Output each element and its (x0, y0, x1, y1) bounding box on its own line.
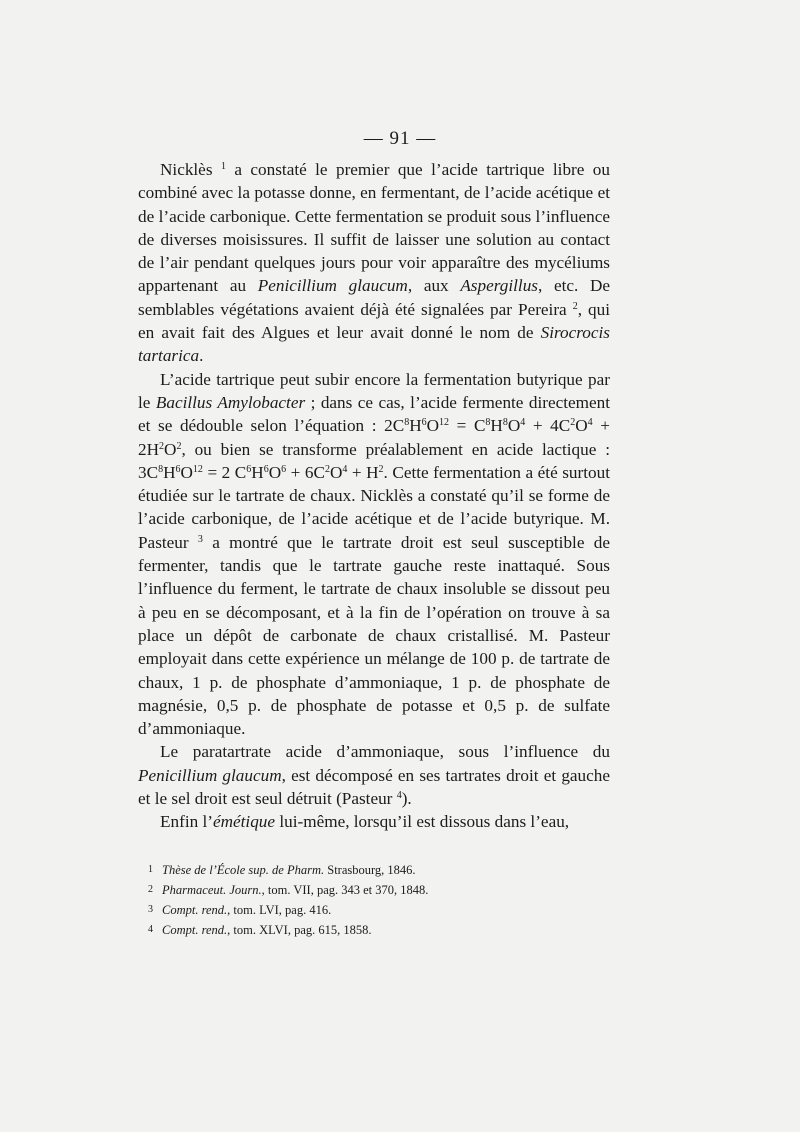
superscript: 8 (158, 463, 164, 475)
superscript: 2 (159, 440, 165, 452)
italic-text: Compt. rend. (162, 903, 228, 917)
paragraph-4 (138, 810, 610, 833)
text-run: H (251, 462, 264, 482)
text-run: O (426, 416, 440, 436)
italic-text: Penicillium glaucum (138, 765, 282, 785)
italic-text: émétique (212, 812, 276, 832)
footnote-mark: 1 (148, 864, 153, 875)
text-run: lui-même, lorsqu’il est dissous dans l’eau, (275, 812, 570, 832)
footnote-4 (148, 920, 618, 940)
superscript: 6 (175, 463, 181, 475)
superscript: 6 (263, 463, 269, 475)
superscript: 2 (176, 440, 182, 452)
text-run: O (575, 416, 588, 436)
superscript: 8 (502, 417, 508, 429)
paragraph-3 (138, 740, 610, 810)
text-run: , tom. VII, pag. 343 et 370, 1848. (261, 883, 429, 897)
text-run: O (507, 416, 521, 436)
italic-text: Penicillium glaucum (257, 276, 408, 296)
text-run: + 2H (138, 416, 610, 459)
superscript: 2 (570, 417, 576, 429)
superscript: 1 (220, 161, 226, 172)
superscript: 6 (281, 463, 287, 475)
superscript: 3 (197, 533, 203, 545)
text-run: , tom. XLVI, pag. 615, 1858. (227, 923, 372, 937)
superscript: 6 (246, 463, 252, 475)
text-run: , ou bien se transforme préalablement en acide lactique : 3C (138, 439, 610, 482)
text-run: + H (347, 462, 379, 482)
superscript: 12 (192, 463, 203, 475)
superscript: 4 (396, 790, 402, 802)
footnote-2 (148, 880, 618, 900)
text-run: . (199, 346, 204, 366)
superscript: 4 (587, 417, 593, 429)
text-run: , qui en avait fait des Algues et leur avait donné le nom de (138, 299, 610, 343)
text-run: , aux (407, 276, 461, 296)
main-text (138, 158, 610, 834)
footnote-mark: 4 (148, 924, 153, 935)
footnote-mark: 2 (148, 884, 153, 895)
superscript: 4 (342, 463, 348, 475)
text-run: H (490, 416, 503, 436)
text-run: Enfin l’ (160, 812, 213, 832)
italic-text: Bacillus Amylobacter (155, 392, 306, 412)
text-run: a montré que le tartrate droit est seul susceptible de fermenter, tandis que le tartrate gauche reste inattaqué. Sous l’influence du ferment, le tartrate de chaux insoluble se dissout peu à peu en se décomposant, et à la fin de l’opération on trouve à sa place un dépôt de carbonate de chaux cristallisé. M. Pasteur employait dans cette expérience un mélange de 100 p. de tartrate de chaux, 1 p. de phosphate d’ammoniaque, 1 p. de phosphate de magnésie, 0,5 p. de phosphate de potasse et 0,5 p. de sulfate d’ammoniaque. (138, 532, 610, 739)
text-run: Le paratartrate acide d’ammoniaque, sous l’influence du (160, 742, 610, 762)
text-run: ). (401, 789, 412, 809)
page-number: — 91 — (363, 128, 437, 149)
footnote-3 (148, 900, 618, 920)
text-run: Strasbourg, 1846. (324, 863, 416, 877)
text-run: = 2 C (202, 462, 247, 482)
text-run: = C (449, 416, 486, 436)
italic-text: Aspergillus (460, 276, 538, 296)
italic-text: Pharmaceut. Journ. (162, 883, 262, 897)
superscript: 4 (520, 417, 526, 429)
paragraph-2 (138, 368, 610, 741)
text-run: a constaté le premier que l’acide tartrique libre ou combiné avec la potasse donne, en fermentant, de l’acide acétique et de l’acide carbonique. Cette fermentation se produit sous l’influence de diverses moisissures. Il suffit de laisser une solution au contact de l’air pendant quelques jours pour voir apparaître des mycéliums appartenant au (138, 160, 610, 296)
superscript: 2 (378, 463, 384, 475)
footnote-mark: 3 (148, 904, 153, 915)
superscript: 8 (404, 417, 410, 429)
footnote-1 (148, 860, 618, 880)
footnotes (148, 860, 618, 940)
text-run: Nicklès (160, 160, 221, 179)
text-run: , tom. LVI, pag. 416. (227, 903, 332, 917)
text-run: + 6C (286, 462, 325, 482)
italic-text: Compt. rend. (162, 923, 228, 937)
superscript: 8 (485, 417, 491, 429)
text-run: O (268, 462, 282, 482)
italic-text: Thèse de l’École sup. de Pharm. (162, 863, 325, 877)
text-run: O (329, 462, 343, 482)
text-run: . Cette fermentation a été surtout étudiée sur le tartrate de chaux. Nicklès a constaté qu’il se forme de l’acide carbonique, de l’acide acétique et de l’acide butyrique. M. Pasteur (138, 462, 610, 552)
text-run: H (409, 416, 422, 436)
text-run: + 4C (525, 416, 571, 436)
text-run: , etc. De semblables végétations avaient déjà été signalées par Pereira (138, 276, 610, 319)
text-run: ; dans ce cas, l’acide fermente directement et se dédouble selon l’équation : 2C (138, 392, 611, 436)
text-run: L’acide tartrique peut subir encore la fermentation butyrique par le (138, 369, 610, 412)
superscript: 2 (324, 463, 330, 475)
text-run: , est décomposé en ses tartrates droit et gauche et le sel droit est seul détruit (Pasteur (138, 765, 610, 809)
superscript: 2 (572, 300, 578, 312)
superscript: 6 (421, 417, 427, 429)
italic-text: Sirocrocis tartarica (138, 323, 610, 366)
paragraph-1 (138, 158, 610, 368)
text-run: O (180, 462, 193, 482)
text-run: H (163, 462, 176, 482)
text-run: O (164, 439, 177, 459)
superscript: 12 (439, 417, 450, 429)
